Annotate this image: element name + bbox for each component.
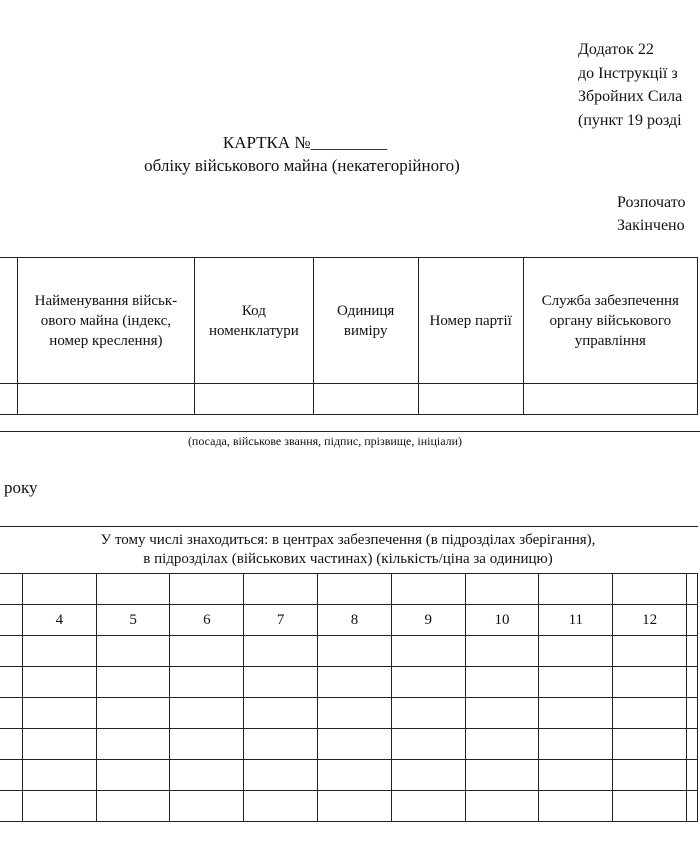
table-cell[interactable]: [244, 636, 318, 667]
year-label: року: [4, 478, 38, 497]
column-number: 7: [244, 605, 318, 636]
table-cell[interactable]: [22, 636, 96, 667]
table-cell[interactable]: [170, 667, 244, 698]
table-cell[interactable]: [22, 667, 96, 698]
table-cell[interactable]: [539, 791, 613, 822]
table-cell: [687, 791, 698, 822]
table-cell[interactable]: [465, 636, 539, 667]
header-batch-number: Номер партії: [418, 258, 523, 384]
table-cell[interactable]: [391, 760, 465, 791]
table-cell[interactable]: [96, 698, 170, 729]
table-cell[interactable]: [318, 698, 392, 729]
header-nomenclature-code: Код номенклатури: [195, 258, 313, 384]
column-number: 9: [391, 605, 465, 636]
table-cell[interactable]: [391, 667, 465, 698]
table-cell[interactable]: [539, 760, 613, 791]
header-supply-service: Служба забезпечення органу військового управління: [523, 258, 697, 384]
table-cell[interactable]: [539, 667, 613, 698]
table-cell[interactable]: [170, 729, 244, 760]
table-cell[interactable]: [318, 760, 392, 791]
table-cell[interactable]: [318, 667, 392, 698]
table-cell: [170, 574, 244, 605]
table-cell[interactable]: [391, 636, 465, 667]
table-cell[interactable]: [244, 791, 318, 822]
table-cell[interactable]: [391, 791, 465, 822]
table-cell: [613, 574, 687, 605]
column-number: 5: [96, 605, 170, 636]
table-cell[interactable]: [613, 729, 687, 760]
table-cell[interactable]: [391, 698, 465, 729]
column-number: 4: [22, 605, 96, 636]
table-cell[interactable]: [613, 760, 687, 791]
table-cell[interactable]: [465, 729, 539, 760]
table-cell: [0, 258, 17, 384]
table-cell: [96, 574, 170, 605]
table-cell: [318, 574, 392, 605]
table-row: [0, 729, 698, 760]
column-number: 12: [613, 605, 687, 636]
table-row: [0, 698, 698, 729]
table-cell[interactable]: [22, 760, 96, 791]
table-row: [0, 760, 698, 791]
table-cell[interactable]: [170, 791, 244, 822]
started-label: Розпочато: [617, 194, 686, 211]
table-cell: [687, 667, 698, 698]
distribution-heading-line: в підрозділах (військових частинах) (кількість/ціна за одиницю): [143, 551, 553, 567]
table-cell[interactable]: [96, 791, 170, 822]
table-cell: [0, 636, 22, 667]
header-item-name: Найменування військ- ового майна (індекс, номер креслення): [17, 258, 194, 384]
table-cell[interactable]: [170, 698, 244, 729]
table-cell: [22, 574, 96, 605]
table-cell: [687, 729, 698, 760]
table-cell[interactable]: [613, 791, 687, 822]
column-number: 11: [539, 605, 613, 636]
table-cell[interactable]: [17, 384, 194, 415]
table-cell[interactable]: [22, 791, 96, 822]
appendix-reference: [578, 38, 682, 132]
table-cell[interactable]: [465, 698, 539, 729]
distribution-heading-line: У тому числі знаходиться: в центрах забезпечення (в підрозділах зберігання),: [100, 532, 596, 548]
table-cell[interactable]: [195, 384, 313, 415]
table-cell[interactable]: [96, 729, 170, 760]
table-cell[interactable]: [96, 760, 170, 791]
table-cell: [0, 791, 22, 822]
table-cell[interactable]: [22, 729, 96, 760]
distribution-table: [0, 526, 698, 822]
table-cell[interactable]: [418, 384, 523, 415]
table-cell: [0, 574, 22, 605]
table-cell[interactable]: [318, 729, 392, 760]
table-row: [0, 791, 698, 822]
table-cell: [687, 574, 698, 605]
table-cell: [687, 636, 698, 667]
signature-line: [0, 431, 700, 432]
card-subtitle: обліку військового майна (некатегорійного): [144, 156, 460, 175]
appendix-line: до Інструкції з: [578, 64, 678, 82]
table-cell: [687, 605, 698, 636]
table-cell[interactable]: [318, 636, 392, 667]
table-cell: [687, 760, 698, 791]
table-cell[interactable]: [465, 791, 539, 822]
table-cell[interactable]: [244, 760, 318, 791]
table-cell: [0, 698, 22, 729]
column-number: 10: [465, 605, 539, 636]
table-cell[interactable]: [539, 636, 613, 667]
card-title: КАРТКА №_________: [222, 133, 388, 152]
distribution-heading: [0, 527, 698, 574]
table-cell: [539, 574, 613, 605]
table-row: [0, 667, 698, 698]
table-cell[interactable]: [539, 729, 613, 760]
table-cell: [391, 574, 465, 605]
table-cell[interactable]: [244, 667, 318, 698]
table-cell[interactable]: [465, 760, 539, 791]
table-cell: [244, 574, 318, 605]
table-cell[interactable]: [244, 729, 318, 760]
table-cell: [687, 698, 698, 729]
table-cell: [0, 760, 22, 791]
column-number: 6: [170, 605, 244, 636]
table-cell[interactable]: [613, 698, 687, 729]
table-cell[interactable]: [539, 698, 613, 729]
table-cell[interactable]: [96, 667, 170, 698]
table-cell: [0, 667, 22, 698]
table-cell[interactable]: [391, 729, 465, 760]
table-cell: [0, 605, 22, 636]
table-cell[interactable]: [313, 384, 418, 415]
signature-caption: (посада, військове звання, підпис, прізвище, ініціали): [187, 434, 463, 448]
table-cell[interactable]: [96, 636, 170, 667]
appendix-line: Збройних Сила: [578, 88, 683, 105]
table-cell[interactable]: [244, 698, 318, 729]
table-cell[interactable]: [318, 791, 392, 822]
table-cell[interactable]: [523, 384, 697, 415]
table-cell[interactable]: [170, 760, 244, 791]
table-cell[interactable]: [22, 698, 96, 729]
header-unit: Одиниця виміру: [313, 258, 418, 384]
table-cell: [465, 574, 539, 605]
table-cell: [0, 384, 17, 415]
table-row: [0, 636, 698, 667]
appendix-line: Додаток 22: [578, 41, 654, 58]
table-cell: [0, 729, 22, 760]
table-cell[interactable]: [613, 636, 687, 667]
appendix-line: (пункт 19 розді: [578, 111, 682, 129]
column-number: 8: [318, 605, 392, 636]
table-cell[interactable]: [613, 667, 687, 698]
property-info-table: [0, 257, 698, 415]
date-labels: [617, 191, 685, 237]
finished-label: Закінчено: [617, 217, 685, 234]
table-cell[interactable]: [465, 667, 539, 698]
table-cell[interactable]: [170, 636, 244, 667]
